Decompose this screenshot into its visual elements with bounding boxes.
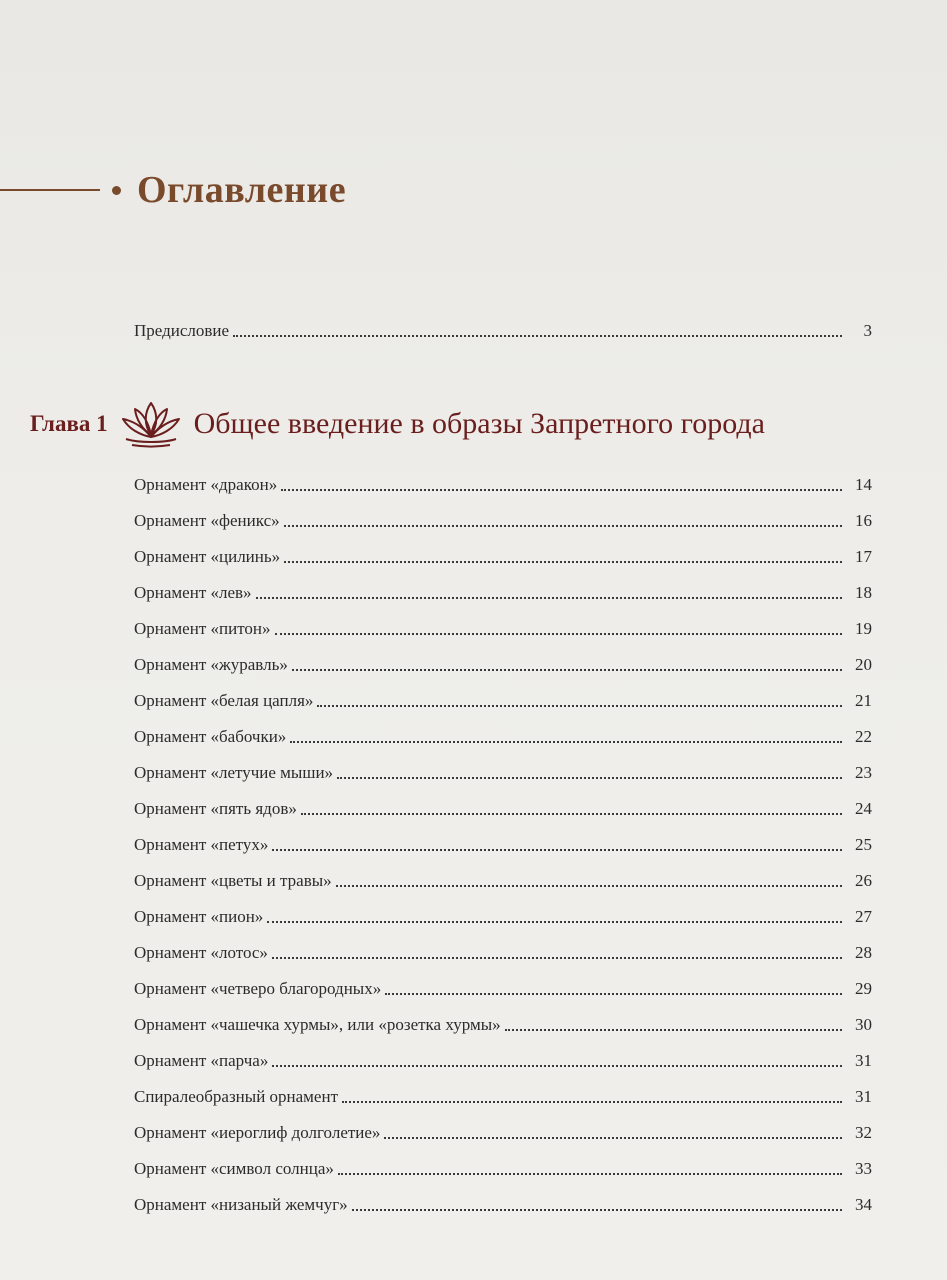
toc-entry[interactable] bbox=[134, 718, 872, 748]
toc-entry-label: Орнамент «петух» bbox=[134, 835, 269, 854]
toc-entry-label: Орнамент «белая цапля» bbox=[134, 691, 314, 710]
dot-leader bbox=[272, 849, 842, 851]
toc-entry[interactable] bbox=[134, 1150, 872, 1180]
toc-page-number: 29 bbox=[855, 979, 872, 998]
toc-entry-label: Орнамент «журавль» bbox=[134, 655, 288, 674]
toc-entry[interactable] bbox=[134, 502, 872, 532]
dot-leader bbox=[275, 633, 843, 635]
dot-leader bbox=[385, 993, 842, 995]
dot-leader bbox=[352, 1209, 842, 1211]
toc-page-number: 24 bbox=[855, 799, 872, 818]
dot-leader bbox=[337, 777, 842, 779]
toc-page-number: 30 bbox=[855, 1015, 872, 1034]
toc-entry-label: Орнамент «символ солнца» bbox=[134, 1159, 334, 1178]
toc-entry[interactable] bbox=[134, 646, 872, 676]
toc-entry-label: Орнамент «низаный жемчуг» bbox=[134, 1195, 348, 1214]
dot-leader bbox=[284, 561, 842, 563]
toc-entry[interactable] bbox=[134, 790, 872, 820]
dot-leader bbox=[336, 885, 842, 887]
toc-page-number: 26 bbox=[855, 871, 872, 890]
toc-entry-preface[interactable] bbox=[134, 312, 872, 342]
toc-entry[interactable] bbox=[134, 826, 872, 856]
toc-page-number: 28 bbox=[855, 943, 872, 962]
toc-entry[interactable] bbox=[134, 1006, 872, 1036]
toc-entry[interactable] bbox=[134, 538, 872, 568]
toc-page-number: 16 bbox=[855, 511, 872, 530]
dot-leader bbox=[505, 1029, 842, 1031]
toc-entry[interactable] bbox=[134, 934, 872, 964]
toc-entry-label: Орнамент «пять ядов» bbox=[134, 799, 297, 818]
toc-entry-label: Орнамент «иероглиф долголетие» bbox=[134, 1123, 381, 1142]
dot-leader bbox=[338, 1173, 842, 1175]
dot-leader bbox=[256, 597, 842, 599]
toc-heading bbox=[0, 160, 346, 220]
toc-page-number: 22 bbox=[855, 727, 872, 746]
toc-page-number: 20 bbox=[855, 655, 872, 674]
chapter-heading bbox=[30, 396, 765, 452]
toc-page-number: 17 bbox=[855, 547, 872, 566]
toc-entry-label: Орнамент «лев» bbox=[134, 583, 252, 602]
dot-leader bbox=[233, 335, 842, 337]
toc-entry-label: Спиралеобразный орнамент bbox=[134, 1087, 339, 1106]
heading-rule bbox=[0, 189, 100, 191]
dot-leader bbox=[317, 705, 842, 707]
toc-entry[interactable] bbox=[134, 754, 872, 784]
toc-entry-label: Орнамент «бабочки» bbox=[134, 727, 287, 746]
page-title: Оглавление bbox=[137, 169, 347, 211]
lotus-icon bbox=[118, 399, 184, 449]
toc-entry-label: Орнамент «пион» bbox=[134, 907, 264, 926]
dot-leader bbox=[267, 921, 842, 923]
toc-page-number: 18 bbox=[855, 583, 872, 602]
toc-entry-label: Орнамент «цветы и травы» bbox=[134, 871, 332, 890]
toc-entry[interactable] bbox=[134, 466, 872, 496]
dot-leader bbox=[284, 525, 842, 527]
toc-page-number: 3 bbox=[863, 321, 872, 340]
toc-entry-label: Орнамент «летучие мыши» bbox=[134, 763, 334, 782]
toc-entry[interactable] bbox=[134, 862, 872, 892]
toc-entry-label: Орнамент «парча» bbox=[134, 1051, 269, 1070]
toc-page-number: 33 bbox=[855, 1159, 872, 1178]
toc-entry[interactable] bbox=[134, 1114, 872, 1144]
toc-entry[interactable] bbox=[134, 970, 872, 1000]
toc-entry[interactable] bbox=[134, 898, 872, 928]
toc-entry-label: Орнамент «дракон» bbox=[134, 475, 278, 494]
toc-entry-label: Орнамент «четверо благородных» bbox=[134, 979, 382, 998]
toc-entry[interactable] bbox=[134, 1078, 872, 1108]
toc-page-number: 31 bbox=[855, 1087, 872, 1106]
toc-entry-label: Орнамент «цилинь» bbox=[134, 547, 281, 566]
dot-leader bbox=[292, 669, 842, 671]
dot-leader bbox=[342, 1101, 842, 1103]
toc-entry[interactable] bbox=[134, 1186, 872, 1216]
toc-entry[interactable] bbox=[134, 1042, 872, 1072]
dot-leader bbox=[384, 1137, 842, 1139]
chapter-title: Общее введение в образы Запретного города bbox=[193, 407, 765, 440]
heading-bullet bbox=[112, 186, 121, 195]
toc-page-number: 25 bbox=[855, 835, 872, 854]
toc-entry-label: Орнамент «феникс» bbox=[134, 511, 280, 530]
toc-entry[interactable] bbox=[134, 610, 872, 640]
toc-entry[interactable] bbox=[134, 682, 872, 712]
toc-page-number: 14 bbox=[855, 475, 872, 494]
toc-page-number: 32 bbox=[855, 1123, 872, 1142]
toc-page-number: 31 bbox=[855, 1051, 872, 1070]
toc-entry-label: Орнамент «чашечка хурмы», или «розетка хурмы» bbox=[134, 1015, 501, 1034]
dot-leader bbox=[281, 489, 842, 491]
toc-entry-label: Предисловие bbox=[134, 321, 230, 340]
dot-leader bbox=[272, 1065, 842, 1067]
toc-page-number: 34 bbox=[855, 1195, 872, 1214]
chapter-label: Глава 1 bbox=[30, 411, 108, 436]
toc-page-number: 23 bbox=[855, 763, 872, 782]
toc-entry-label: Орнамент «питон» bbox=[134, 619, 271, 638]
dot-leader bbox=[290, 741, 842, 743]
toc-entry[interactable] bbox=[134, 574, 872, 604]
toc-page-number: 27 bbox=[855, 907, 872, 926]
toc-page-number: 21 bbox=[855, 691, 872, 710]
dot-leader bbox=[301, 813, 842, 815]
toc-entry-label: Орнамент «лотос» bbox=[134, 943, 268, 962]
dot-leader bbox=[272, 957, 842, 959]
toc-page-number: 19 bbox=[855, 619, 872, 638]
